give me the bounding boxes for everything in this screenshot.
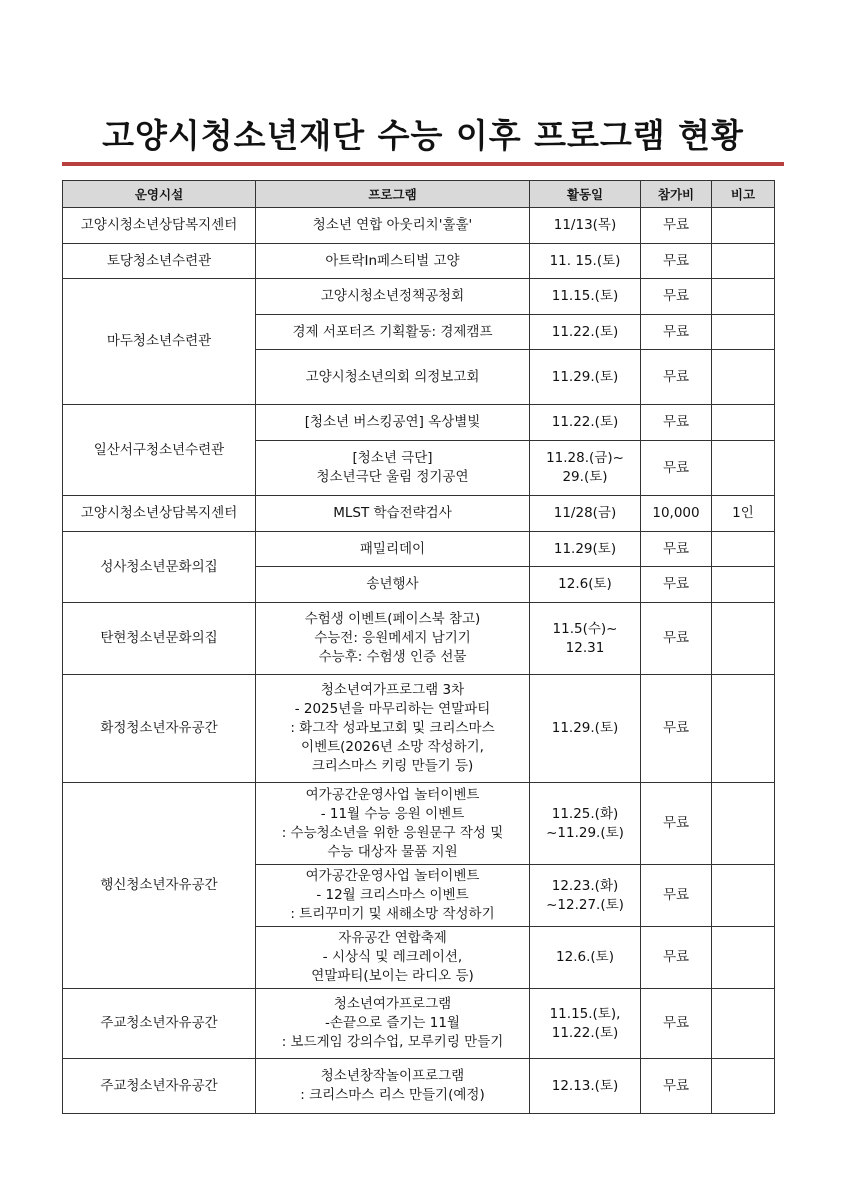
note-cell <box>712 315 775 350</box>
table-row <box>63 989 775 1059</box>
note-cell <box>712 865 775 927</box>
program-cell: 고양시청소년정책공청회 <box>256 279 530 315</box>
program-cell: 청소년여가프로그램 -손끝으로 즐기는 11월 : 보드게임 강의수업, 모루키링 만들기 <box>256 989 530 1059</box>
fee-cell: 무료 <box>641 208 712 244</box>
date-cell: 11.5(수)~ 12.31 <box>530 603 641 675</box>
program-cell: 경제 서포터즈 기획활동: 경제캠프 <box>256 315 530 350</box>
note-cell <box>712 1059 775 1114</box>
table-row <box>63 496 775 532</box>
program-cell: 청소년여가프로그램 3차 - 2025년을 마무리하는 연말파티 : 화그작 성과보고회 및 크리스마스 이벤트(2026년 소망 작성하기, 크리스마스 키링 만들기 등) <box>256 675 530 783</box>
note-cell <box>712 675 775 783</box>
page-title: 고양시청소년재단 수능 이후 프로그램 현황 <box>102 116 744 155</box>
fee-cell: 무료 <box>641 989 712 1059</box>
program-cell: 고양시청소년의회 의정보고회 <box>256 350 530 405</box>
date-cell: 11.15.(토) <box>530 279 641 315</box>
note-cell <box>712 567 775 603</box>
program-cell: 패밀리데이 <box>256 532 530 567</box>
table-row <box>63 279 775 315</box>
date-cell: 11.29.(토) <box>530 675 641 783</box>
fee-cell: 무료 <box>641 865 712 927</box>
header-date: 활동일 <box>530 181 641 208</box>
note-cell <box>712 532 775 567</box>
table-row <box>63 208 775 244</box>
date-cell: 12.13.(토) <box>530 1059 641 1114</box>
date-cell: 11.15.(토), 11.22.(토) <box>530 989 641 1059</box>
table-row <box>63 675 775 783</box>
date-cell: 11.22.(토) <box>530 315 641 350</box>
table-row <box>63 1059 775 1114</box>
fee-cell: 무료 <box>641 1059 712 1114</box>
note-cell <box>712 208 775 244</box>
fee-cell: 무료 <box>641 405 712 441</box>
fee-cell: 무료 <box>641 675 712 783</box>
facility-cell: 화정청소년자유공간 <box>63 675 256 783</box>
table-row <box>63 783 775 865</box>
date-cell: 11.29(토) <box>530 532 641 567</box>
note-cell <box>712 603 775 675</box>
fee-cell: 무료 <box>641 567 712 603</box>
program-cell: 자유공간 연합축제 - 시상식 및 레크레이션, 연말파티(보이는 라디오 등) <box>256 927 530 989</box>
program-cell: [청소년 극단] 청소년극단 울림 정기공연 <box>256 441 530 496</box>
table-header-row <box>63 181 775 208</box>
fee-cell: 무료 <box>641 783 712 865</box>
fee-cell: 무료 <box>641 279 712 315</box>
program-cell: 청소년 연합 아웃리치'훌훌' <box>256 208 530 244</box>
date-cell: 12.6.(토) <box>530 927 641 989</box>
program-cell: 송년행사 <box>256 567 530 603</box>
note-cell <box>712 279 775 315</box>
table-row <box>63 603 775 675</box>
facility-cell: 고양시청소년상담복지센터 <box>63 496 256 532</box>
fee-cell: 10,000 <box>641 496 712 532</box>
note-cell <box>712 405 775 441</box>
date-cell: 12.23.(화) ~12.27.(토) <box>530 865 641 927</box>
program-cell: [청소년 버스킹공연] 옥상별빛 <box>256 405 530 441</box>
note-cell <box>712 927 775 989</box>
facility-cell: 성사청소년문화의집 <box>63 532 256 603</box>
fee-cell: 무료 <box>641 244 712 279</box>
date-cell: 11.29.(토) <box>530 350 641 405</box>
note-cell <box>712 989 775 1059</box>
table-row <box>63 532 775 567</box>
fee-cell: 무료 <box>641 441 712 496</box>
fee-cell: 무료 <box>641 350 712 405</box>
program-table <box>62 180 775 1114</box>
date-cell: 11.25.(화) ~11.29.(토) <box>530 783 641 865</box>
program-cell: MLST 학습전략검사 <box>256 496 530 532</box>
program-cell: 아트락In페스티벌 고양 <box>256 244 530 279</box>
header-program: 프로그램 <box>256 181 530 208</box>
date-cell: 11. 15.(토) <box>530 244 641 279</box>
facility-cell: 주교청소년자유공간 <box>63 1059 256 1114</box>
header-note: 비고 <box>712 181 775 208</box>
facility-cell: 탄현청소년문화의집 <box>63 603 256 675</box>
note-cell <box>712 244 775 279</box>
facility-cell: 마두청소년수련관 <box>63 279 256 405</box>
fee-cell: 무료 <box>641 603 712 675</box>
date-cell: 11.22.(토) <box>530 405 641 441</box>
facility-cell: 일산서구청소년수련관 <box>63 405 256 496</box>
facility-cell: 행신청소년자유공간 <box>63 783 256 989</box>
note-cell: 1인 <box>712 496 775 532</box>
table-row <box>63 405 775 441</box>
fee-cell: 무료 <box>641 927 712 989</box>
program-cell: 청소년창작놀이프로그램 : 크리스마스 리스 만들기(예정) <box>256 1059 530 1114</box>
date-cell: 11/28(금) <box>530 496 641 532</box>
title-underline <box>62 162 784 166</box>
table-row <box>63 244 775 279</box>
facility-cell: 토당청소년수련관 <box>63 244 256 279</box>
date-cell: 11/13(목) <box>530 208 641 244</box>
program-cell: 여가공간운영사업 놀터이벤트 - 11월 수능 응원 이벤트 : 수능청소년을 위한 응원문구 작성 및 수능 대상자 물품 지원 <box>256 783 530 865</box>
program-cell: 여가공간운영사업 놀터이벤트 - 12월 크리스마스 이벤트 : 트리꾸미기 및 새해소망 작성하기 <box>256 865 530 927</box>
program-cell: 수험생 이벤트(페이스북 참고) 수능전: 응원메세지 남기기 수능후: 수험생 인증 선물 <box>256 603 530 675</box>
facility-cell: 고양시청소년상담복지센터 <box>63 208 256 244</box>
note-cell <box>712 350 775 405</box>
fee-cell: 무료 <box>641 315 712 350</box>
header-facility: 운영시설 <box>63 181 256 208</box>
facility-cell: 주교청소년자유공간 <box>63 989 256 1059</box>
note-cell <box>712 783 775 865</box>
date-cell: 11.28.(금)~ 29.(토) <box>530 441 641 496</box>
note-cell <box>712 441 775 496</box>
date-cell: 12.6(토) <box>530 567 641 603</box>
fee-cell: 무료 <box>641 532 712 567</box>
header-fee: 참가비 <box>641 181 712 208</box>
